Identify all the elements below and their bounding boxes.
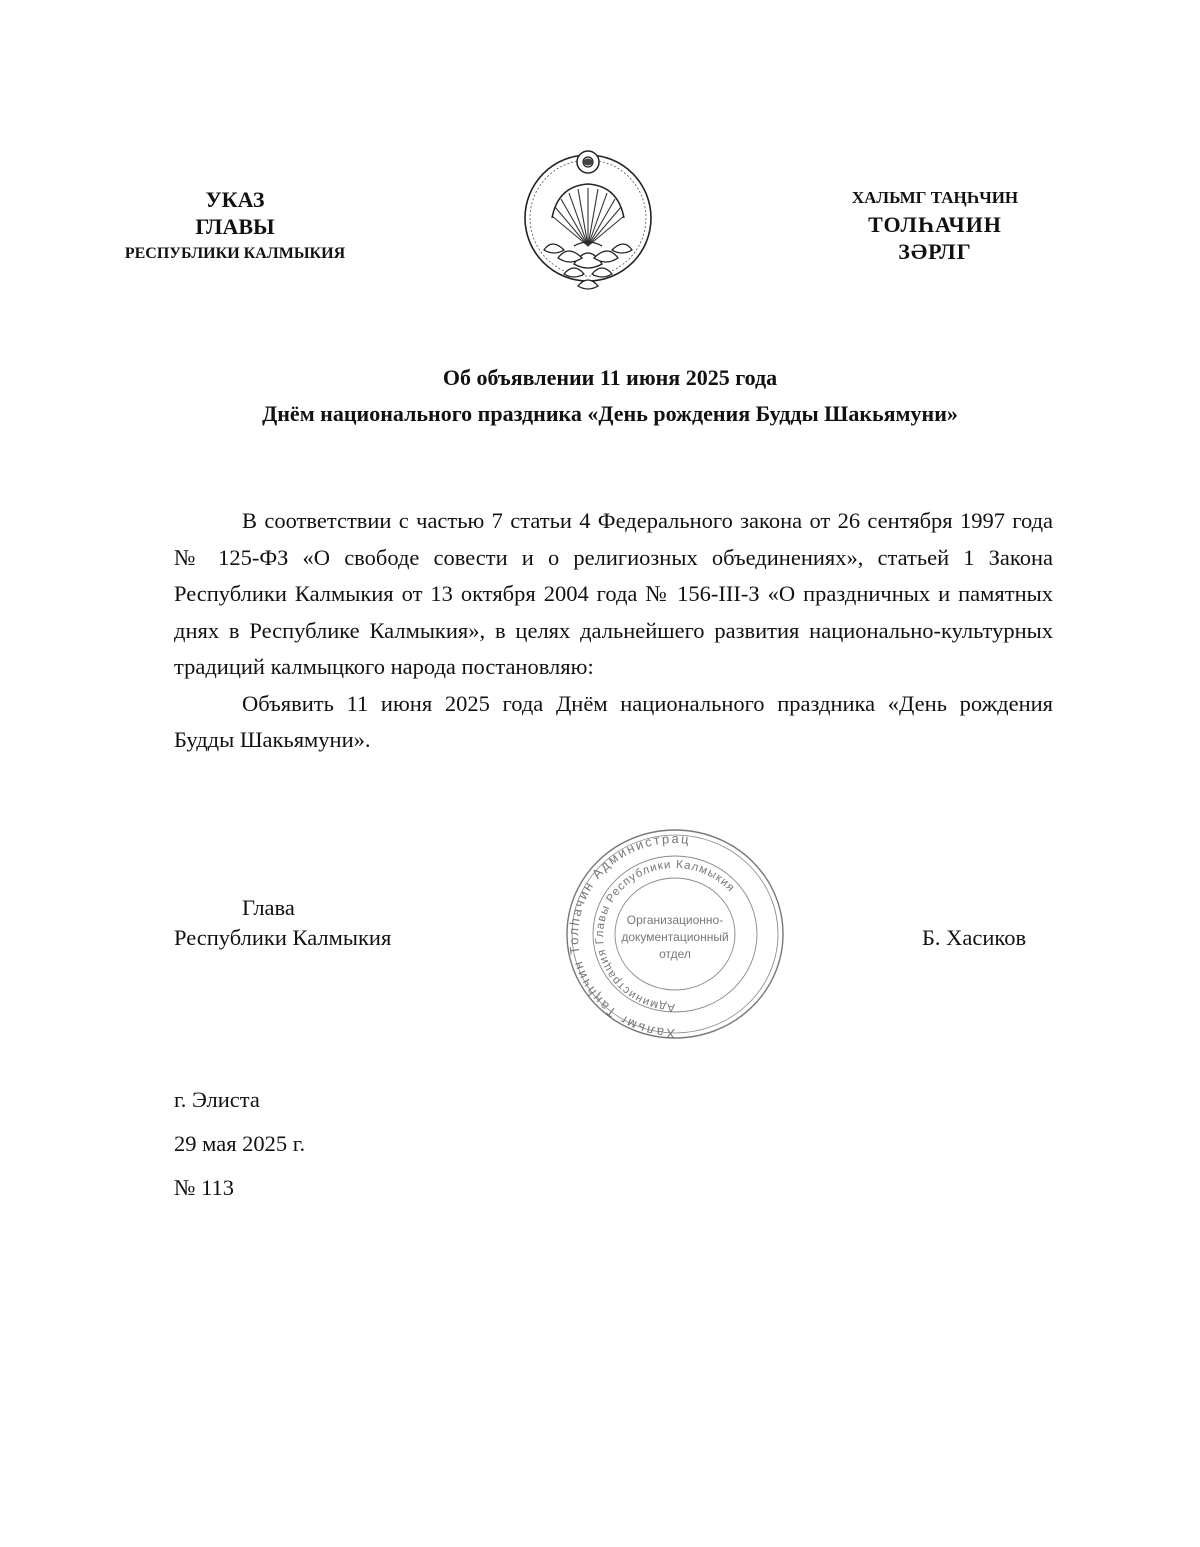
header-left-line3: РЕСПУБЛИКИ КАЛМЫКИЯ [124, 245, 346, 262]
stamp-center-line3: отдел [659, 947, 691, 961]
header-left-line2: ГЛАВЫ [195, 214, 275, 239]
title-line2: Днём национального праздника «День рождения Будды Шакьямуни» [262, 401, 958, 426]
stamp-center-line2: документационный [621, 930, 729, 944]
header-right-line1: ХАЛЬМГ ТАҢҺЧИН [851, 188, 1019, 207]
body-paragraph: В соответствии с частью 7 статьи 4 Федерального закона от 26 сентября 1997 года № 125-ФЗ «О свободе совести и о религиозных объединениях», статьей 1 Закона Республики Калмыкия от 13 октября 2004 года № 156-III-З «О праздничных и памятных днях в Республике Калмыкия», в целях дальнейшего развития национально-культурных традиций калмыцкого народа постановляю: [174, 508, 1053, 679]
document-title [100, 360, 1120, 432]
header-left-line1: УКАЗ [205, 187, 265, 212]
official-stamp [560, 824, 790, 1044]
stamp-inner-text: Администрация Главы Республики Калмыкия [593, 858, 738, 1014]
signatory-position [174, 893, 391, 953]
coat-of-arms-of-kalmykia-icon [518, 146, 658, 306]
header-left-block [90, 186, 380, 267]
document-footer [174, 1078, 305, 1210]
signatory-position-line1: Глава [242, 895, 295, 920]
footer-city: г. Элиста [174, 1087, 260, 1112]
signatory-name: Б. Хасиков [922, 925, 1027, 950]
stamp-center-line1: Организационно- [626, 913, 724, 927]
title-line1: Об объявлении 11 июня 2025 года [442, 365, 778, 390]
header-right-line2: ТОЛҺАЧИН [868, 212, 1002, 237]
stamp-outer-text: Хальмг Таңһчин Толһачин Администрац [565, 830, 692, 1042]
signatory-position-line2: Республики Калмыкия [174, 925, 392, 950]
header-right-line3: ЗӘРЛГ [898, 239, 972, 264]
body-paragraph: Объявить 11 июня 2025 года Днём национального праздника «День рождения Будды Шакьямуни». [174, 690, 1053, 752]
document-body [174, 503, 1053, 759]
footer-date: 29 мая 2025 г. [174, 1131, 306, 1156]
header-right-block [820, 184, 1050, 265]
footer-number: № 113 [174, 1175, 235, 1200]
